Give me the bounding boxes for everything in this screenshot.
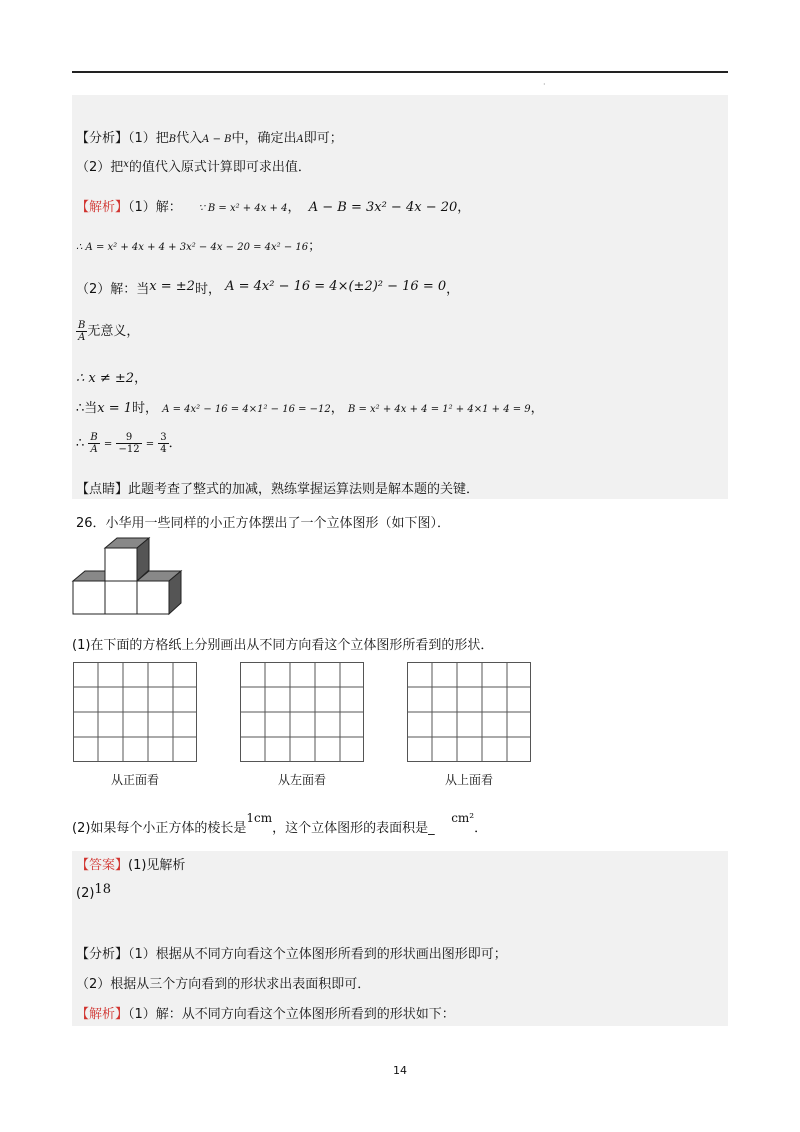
- q26-answer-line1: 【答案】(1)见解析: [76, 858, 186, 873]
- q25-analysis-line1: 【分析】（1）把B代入A − B中，确定出A即可；: [76, 131, 343, 146]
- cube-structure-figure: [70, 536, 186, 618]
- front-view-grid[interactable]: [73, 662, 197, 762]
- q26-analysis-line2: （2）根据从三个方向看到的形状求出表面积即可．: [76, 977, 371, 992]
- q25-solution-line1: 【解析】（1）解： ∵ B = x² + 4x + 4， A − B = 3x² − 4x − 20，: [76, 200, 471, 215]
- top-view-grid[interactable]: [407, 662, 531, 762]
- q26-analysis-line1: 【分析】（1）根据从不同方向看这个立体图形所看到的形状画出图形即可；: [76, 947, 507, 962]
- q25-solution-line6: ∴当x = 1时， A = 4x² − 16 = 4×1² − 16 = −12， B = x² + 4x + 4 = 1² + 4×1 + 4 = 9，: [76, 401, 544, 416]
- b-over-a-fraction: $\frac{B}{A}$: [78, 320, 86, 343]
- q26-part1: (1)在下面的方格纸上分别画出从不同方向看这个立体图形所看到的形状．: [72, 638, 494, 653]
- front-view-caption: 从正面看: [110, 773, 159, 787]
- q26-answer-line2: (2)18: [76, 882, 111, 901]
- q26-stem: 26．小华用一些同样的小正方体摆出了一个立体图形（如下图）．: [76, 516, 451, 531]
- left-view-grid[interactable]: [240, 662, 364, 762]
- q26-part2: (2)如果每个小正方体的棱长是1cm，这个立体图形的表面积是_ cm²．: [72, 811, 488, 836]
- q25-comment-line: 【点睛】此题考查了整式的加减，熟练掌握运算法则是解本题的关键．: [76, 482, 480, 497]
- q25-solution-line4: $\frac{B}{A}$ 无意义，: [78, 320, 140, 343]
- header-dot: ·: [543, 80, 546, 89]
- header-rule: [72, 71, 728, 73]
- left-view-caption: 从左面看: [277, 773, 326, 787]
- q26-solution-line: 【解析】（1）解：从不同方向看这个立体图形所看到的形状如下：: [76, 1007, 455, 1022]
- q25-solution-line3: （2）解：当x = ±2时， A = 4x² − 16 = 4×(±2)² − 16 = 0，: [76, 279, 460, 297]
- page-number: 14: [393, 1064, 407, 1077]
- q25-solution-line2: ∴ A = x² + 4x + 4 + 3x² − 4x − 20 = 4x² − 16；: [76, 239, 322, 254]
- q25-analysis-line2: （2）把$^x$的值代入原式计算即可求出值．: [76, 159, 311, 175]
- q25-solution-line5: ∴ x ≠ ±2，: [76, 371, 148, 386]
- q26-answer-panel: [72, 851, 728, 1026]
- top-view-caption: 从上面看: [444, 773, 493, 787]
- answer-blank[interactable]: _: [428, 821, 435, 836]
- q25-solution-line7: ∴ $\frac{B}{A}$ = $\frac{9}{-12}$ = $\frac{3}{4}$ ．: [76, 432, 182, 455]
